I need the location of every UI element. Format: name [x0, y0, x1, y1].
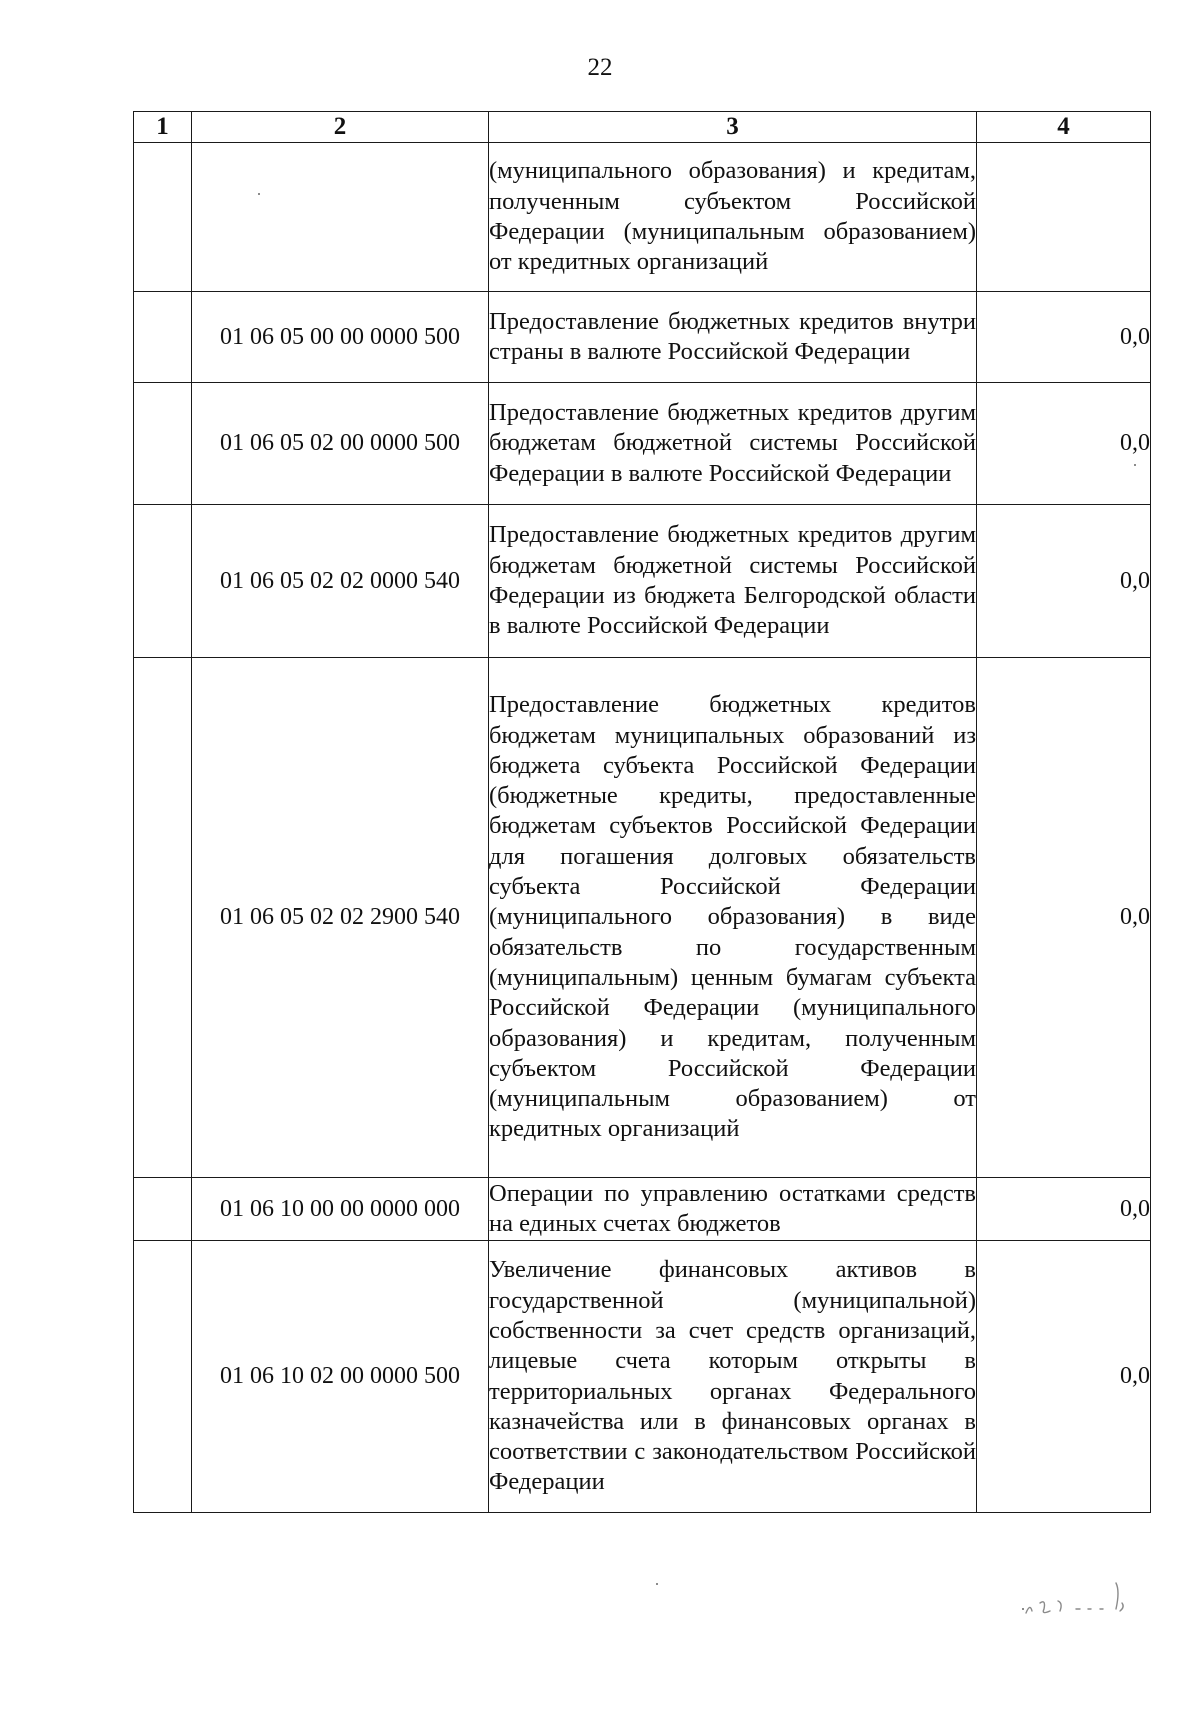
code-cell: 01 06 05 02 00 0000 500	[192, 383, 489, 505]
column-header-1: 1	[134, 112, 192, 143]
table-row	[134, 505, 1151, 658]
table-row	[134, 143, 1151, 292]
scan-speck	[1134, 464, 1136, 466]
table-row	[134, 383, 1151, 505]
column-header-4: 4	[977, 112, 1151, 143]
code-cell: 01 06 10 02 00 0000 500	[192, 1241, 489, 1513]
row-number-cell	[134, 1241, 192, 1513]
description-cell: Операции по управлению остатками средств на единых счетах бюджетов	[489, 1178, 977, 1241]
table-row	[134, 1178, 1151, 1241]
code-cell: 01 06 05 02 02 0000 540	[192, 505, 489, 658]
table-row	[134, 1241, 1151, 1513]
code-cell: 01 06 05 00 00 0000 500	[192, 292, 489, 383]
description-cell: Предоставление бюджетных кредитов другим бюджетам бюджетной системы Российской Федерации в валюте Российской Федерации	[489, 383, 977, 505]
value-cell: 0,0	[977, 505, 1151, 658]
description-cell: Предоставление бюджетных кредитов внутри страны в валюте Российской Федерации	[489, 292, 977, 383]
handwritten-mark-icon	[1006, 1573, 1146, 1623]
value-cell: 0,0	[977, 1241, 1151, 1513]
description-cell: Увеличение финансовых активов в государственной (муниципальной) собственности за счет средств организаций, лицевые счета которым открыты в территориальных органах Федерального казначейства или в финансовых органах в соответствии с законодательством Российской Федерации	[489, 1241, 977, 1513]
value-cell: 0,0	[977, 292, 1151, 383]
column-header-3: 3	[489, 112, 977, 143]
budget-sources-table	[133, 111, 1151, 1513]
row-number-cell	[134, 505, 192, 658]
column-header-2: 2	[192, 112, 489, 143]
row-number-cell	[134, 383, 192, 505]
table-header-row	[134, 112, 1151, 143]
row-number-cell	[134, 658, 192, 1178]
code-cell: 01 06 10 00 00 0000 000	[192, 1178, 489, 1241]
table-row	[134, 292, 1151, 383]
code-cell	[192, 143, 489, 292]
value-cell: 0,0	[977, 1178, 1151, 1241]
row-number-cell	[134, 143, 192, 292]
code-cell: 01 06 05 02 02 2900 540	[192, 658, 489, 1178]
value-cell: 0,0	[977, 658, 1151, 1178]
scan-speck	[656, 1583, 658, 1585]
value-cell: 0,0	[977, 383, 1151, 505]
table-row	[134, 658, 1151, 1178]
row-number-cell	[134, 1178, 192, 1241]
scan-speck	[258, 193, 260, 195]
description-cell: (муниципального образования) и кредитам, полученным субъектом Российской Федерации (муниципальным образованием) от кредитных организаций	[489, 143, 977, 292]
page-number: 22	[587, 54, 613, 81]
description-cell: Предоставление бюджетных кредитов другим бюджетам бюджетной системы Российской Федерации из бюджета Белгородской области в валюте Российской Федерации	[489, 505, 977, 658]
value-cell	[977, 143, 1151, 292]
row-number-cell	[134, 292, 192, 383]
description-cell: Предоставление бюджетных кредитов бюджетам муниципальных образований из бюджета субъекта Российской Федерации (бюджетные кредиты, предоставленные бюджетам субъектов Российской Федерации для погашения долговых обязательств субъекта Российской Федерации (муниципального образования) в виде обязательств по государственным (муниципальным) ценным бумагам субъекта Российской Федерации (муниципального образования) и кредитам, полученным субъектом Российской Федерации (муниципальным образованием) от кредитных организаций	[489, 658, 977, 1178]
